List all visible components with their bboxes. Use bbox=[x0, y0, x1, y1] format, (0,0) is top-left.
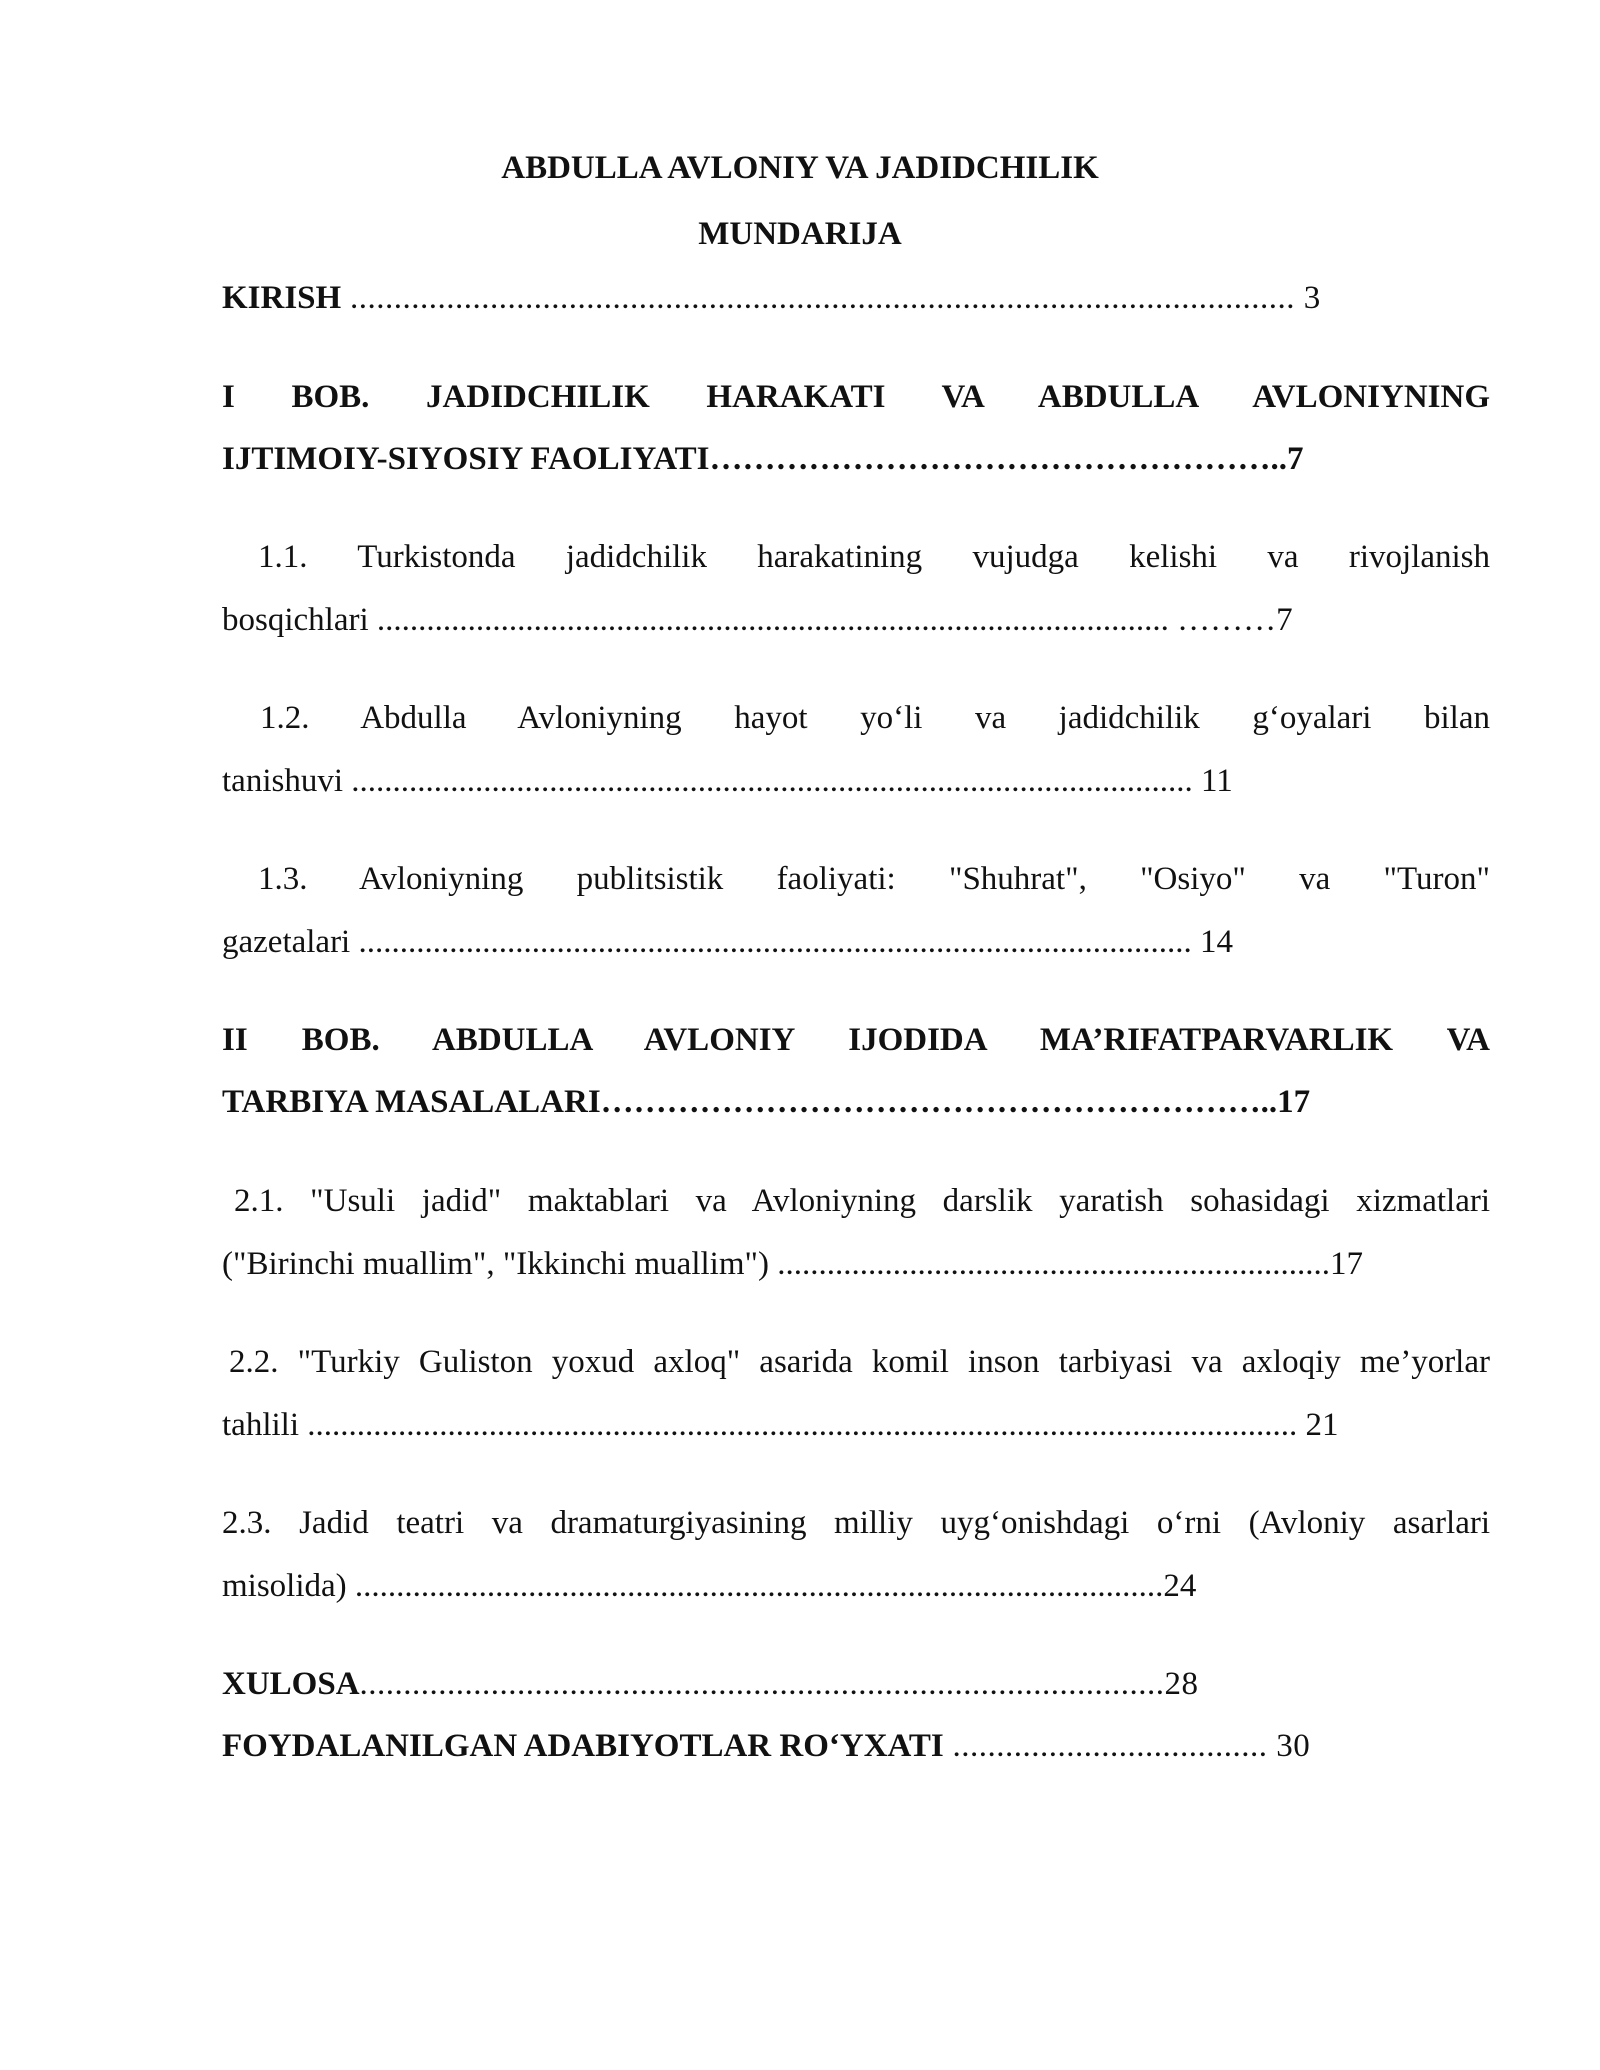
toc-section-1-1-line2[interactable]: bosqichlari ................................................................................................ ………7 bbox=[222, 602, 1293, 638]
toc-entry-label: FOYDALANILGAN ADABIYOTLAR RO‘YXATI bbox=[222, 1728, 944, 1764]
toc-entry-adabiyotlar[interactable] bbox=[222, 1724, 1490, 1768]
toc-chapter-2-line2[interactable]: TARBIYA MASALALARI……………………………………………………..17 bbox=[222, 1084, 1311, 1120]
toc-entry-kirish[interactable] bbox=[222, 276, 1490, 320]
toc-section-2-1-line1[interactable]: 2.1. "Usuli jadid" maktablari va Avloniyning darslik yaratish sohasidagi xizmatlari bbox=[234, 1183, 1490, 1219]
toc-chapter-1-line1[interactable]: I BOB. JADIDCHILIK HARAKATI VA ABDULLA AVLONIYNING bbox=[222, 379, 1490, 415]
toc-heading: MUNDARIJA bbox=[698, 216, 902, 252]
toc-chapter-1-line2[interactable]: IJTIMOIY-SIYOSIY FAOLIYATI……………………………………………..7 bbox=[222, 441, 1304, 477]
toc-section-1-1-line1[interactable]: 1.1. Turkistonda jadidchilik harakatining vujudga kelishi va rivojlanish bbox=[258, 539, 1490, 575]
toc-entry-label: KIRISH bbox=[222, 280, 342, 316]
toc-entry-label: XULOSA bbox=[222, 1666, 360, 1702]
toc-section-2-2-line1[interactable]: 2.2. "Turkiy Guliston yoxud axloq" asarida komil inson tarbiyasi va axloqiy me’yorlar bbox=[229, 1344, 1490, 1380]
toc-section-1-2-line1[interactable]: 1.2. Abdulla Avloniyning hayot yo‘li va jadidchilik g‘oyalari bilan bbox=[260, 700, 1490, 736]
document-title: ABDULLA AVLONIY VA JADIDCHILIK bbox=[501, 150, 1099, 186]
toc-section-1-3-line1[interactable]: 1.3. Avloniyning publitsistik faoliyati: "Shuhrat", "Osiyo" va "Turon" bbox=[258, 861, 1490, 897]
toc-chapter-2-line1[interactable]: II BOB. ABDULLA AVLONIY IJODIDA MA’RIFATPARVARLIK VA bbox=[222, 1022, 1490, 1058]
toc-section-2-3-line1[interactable]: 2.3. Jadid teatri va dramaturgiyasining milliy uyg‘onishdagi o‘rni (Avloniy asarlari bbox=[222, 1505, 1490, 1541]
toc-leader-page: .................................... 30 bbox=[943, 1728, 1311, 1764]
toc-section-2-3-line2[interactable]: misolida) ..................................................................................................24 bbox=[222, 1568, 1197, 1604]
toc-section-1-2-line2[interactable]: tanishuvi ...................................................................................................... 11 bbox=[222, 763, 1233, 799]
toc-leader-page: ............................................................................................................ 3 bbox=[341, 280, 1321, 316]
toc-entry-xulosa[interactable] bbox=[222, 1662, 1490, 1706]
toc-section-2-1-line2[interactable]: ("Birinchi muallim", "Ikkinchi muallim") ...................................................................17 bbox=[222, 1246, 1363, 1282]
toc-leader-page: ............................................................................................28 bbox=[359, 1666, 1199, 1702]
toc-section-1-3-line2[interactable]: gazetalari ..................................................................................................... 14 bbox=[222, 924, 1233, 960]
toc-section-2-2-line2[interactable]: tahlili ........................................................................................................................ 21 bbox=[222, 1407, 1339, 1443]
